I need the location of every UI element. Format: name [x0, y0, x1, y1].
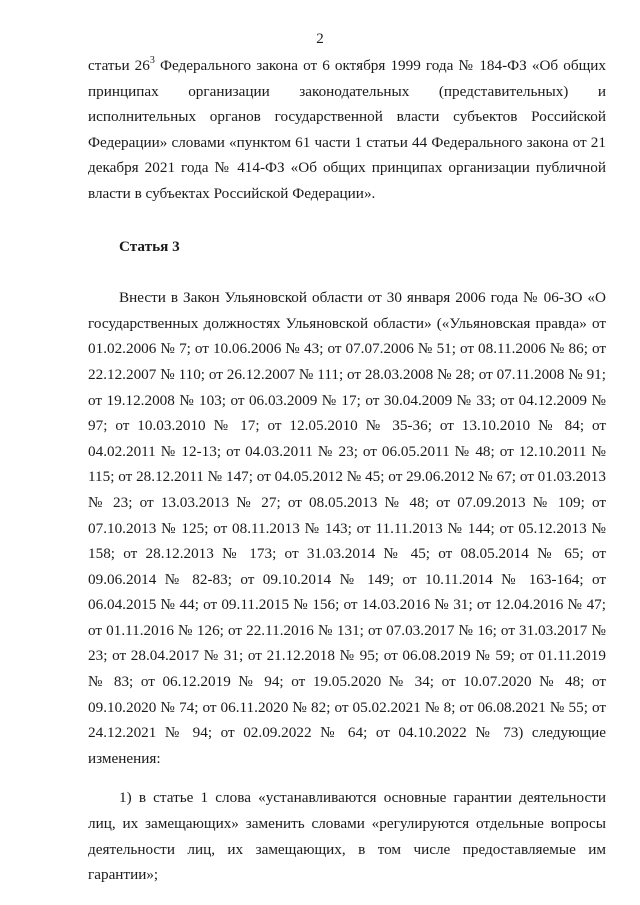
- continuation-paragraph: [88, 53, 606, 207]
- article-heading: Статья 3: [119, 237, 180, 255]
- amendment-item-1: 1) в статье 1 слова «устанавливаются основные гарантии деятельности лиц, их замещающих» заменить словами «регулируются отдельные вопросы деятельности лиц, их замещающих, в том числе предоставляемые им гарантии»;: [88, 789, 606, 884]
- continuation-text-rest: Федерального закона от 6 октября 1999 года № 184-ФЗ «Об общих принципах организации законодательных (представительных) и исполнительных органов государственной власти субъектов Российской Федерации» словами «пунктом 61 части 1 статьи 44 Федерального закона от 21 декабря 2021 года № 414-ФЗ «Об общих принципах организации публичной власти в субъектах Российской Федерации».: [88, 57, 606, 202]
- continuation-superscript: 3: [149, 54, 155, 66]
- main-paragraph: Внести в Закон Ульяновской области от 30 января 2006 года № 06-ЗО «О государственных должностях Ульяновской области» («Ульяновская правда» от 01.02.2006 № 7; от 10.06.2006 № 43; от 07.07.2006 № 51; от 08.11.2006 № 86; от 22.12.2007 № 110; от 26.12.2007 № 111; от 28.03.2008 № 28; от 07.11.2008 № 91; от 19.12.2008 № 103; от 06.03.2009 № 17; от 30.04.2009 № 33; от 04.12.2009 № 97; от 10.03.2010 № 17; от 12.05.2010 № 35-36; от 13.10.2010 № 84; от 04.02.2011 № 12-13; от 04.03.2011 № 23; от 06.05.2011 № 48; от 12.10.2011 № 115; от 28.12.2011 № 147; от 04.05.2012 № 45; от 29.06.2012 № 67; от 01.03.2013 № 23; от 13.03.2013 № 27; от 08.05.2013 № 48; от 07.09.2013 № 109; от 07.10.2013 № 125; от 08.11.2013 № 143; от 11.11.2013 № 144; от 05.12.2013 № 158; от 28.12.2013 № 173; от 31.03.2014 № 45; от 08.05.2014 № 65; от 09.06.2014 № 82-83; от 09.10.2014 № 149; от 10.11.2014 № 163-164; от 06.04.2015 № 44; от 09.11.2015 № 156; от 14.03.2016 № 31; от 12.04.2016 № 47; от 01.11.2016 № 126; от 22.11.2016 № 131; от 07.03.2017 № 16; от 31.03.2017 № 23; от 28.04.2017 № 31; от 21.12.2018 № 95; от 06.08.2019 № 59; от 01.11.2019 № 83; от 06.12.2019 № 94; от 19.05.2020 № 34; от 10.07.2020 № 48; от 09.10.2020 № 74; от 06.11.2020 № 82; от 05.02.2021 № 8; от 06.08.2021 № 55; от 24.12.2021 № 94; от 02.09.2022 № 64; от 04.10.2022 № 73) следующие изменения:: [88, 289, 606, 767]
- document-body: [88, 53, 606, 888]
- page-number: 2: [316, 31, 324, 47]
- continuation-text-start: статьи 26: [88, 57, 150, 74]
